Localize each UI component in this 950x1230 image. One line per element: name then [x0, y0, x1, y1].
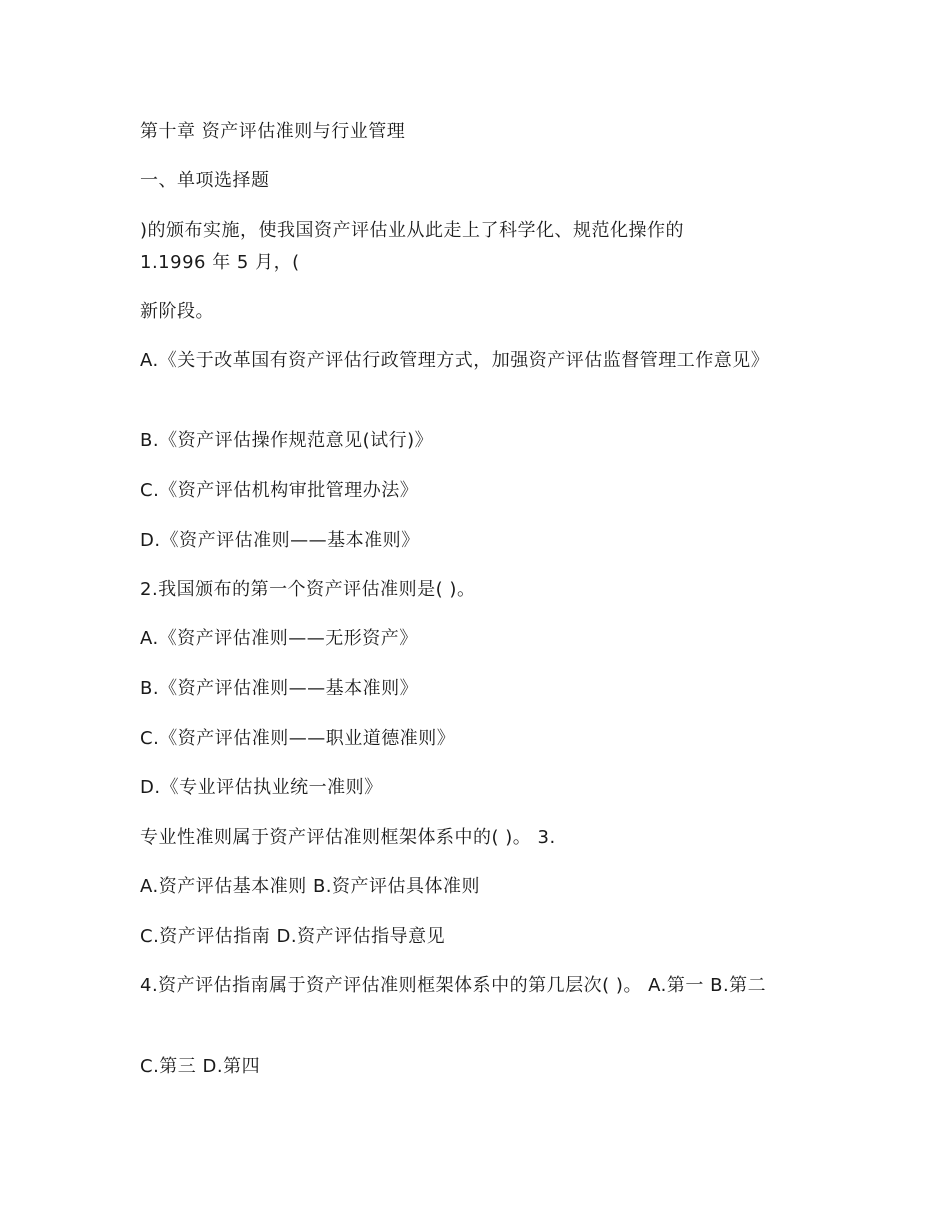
q2-option-d: D.《专业评估执业统一准则》: [140, 777, 383, 798]
q1-option-d: D.《资产评估准则——基本准则》: [140, 530, 420, 551]
q1-option-b: B.《资产评估操作规范意见(试行)》: [140, 430, 434, 451]
q1-stem-line1: )的颁布实施，使我国资产评估业从此走上了科学化、规范化操作的: [140, 220, 685, 241]
q4-stem: 4.资产评估指南属于资产评估准则框架体系中的第几层次( )。 A.第一 B.第二: [140, 975, 767, 996]
q4-options-cd: C.第三 D.第四: [140, 1056, 261, 1077]
q3-options-cd: C.资产评估指南 D.资产评估指导意见: [140, 926, 446, 947]
q1-option-a: A.《关于改革国有资产评估行政管理方式，加强资产评估监督管理工作意见》: [140, 350, 770, 371]
q1-stem-line2: 1.1996 年 5 月，(: [140, 252, 300, 273]
q3-options-ab: A.资产评估基本准则 B.资产评估具体准则: [140, 876, 481, 897]
q2-stem: 2.我国颁布的第一个资产评估准则是( )。: [140, 579, 476, 600]
q1-option-c: C.《资产评估机构审批管理办法》: [140, 480, 419, 501]
chapter-title: 第十章 资产评估准则与行业管理: [140, 121, 406, 142]
q2-option-b: B.《资产评估准则——基本准则》: [140, 678, 419, 699]
q2-option-a: A.《资产评估准则——无形资产》: [140, 628, 418, 649]
q2-option-c: C.《资产评估准则——职业道德准则》: [140, 728, 456, 749]
q3-stem: 专业性准则属于资产评估准则框架体系中的( )。 3.: [140, 827, 556, 848]
section-title: 一、单项选择题: [140, 170, 270, 191]
q1-stem-line3: 新阶段。: [140, 301, 214, 322]
